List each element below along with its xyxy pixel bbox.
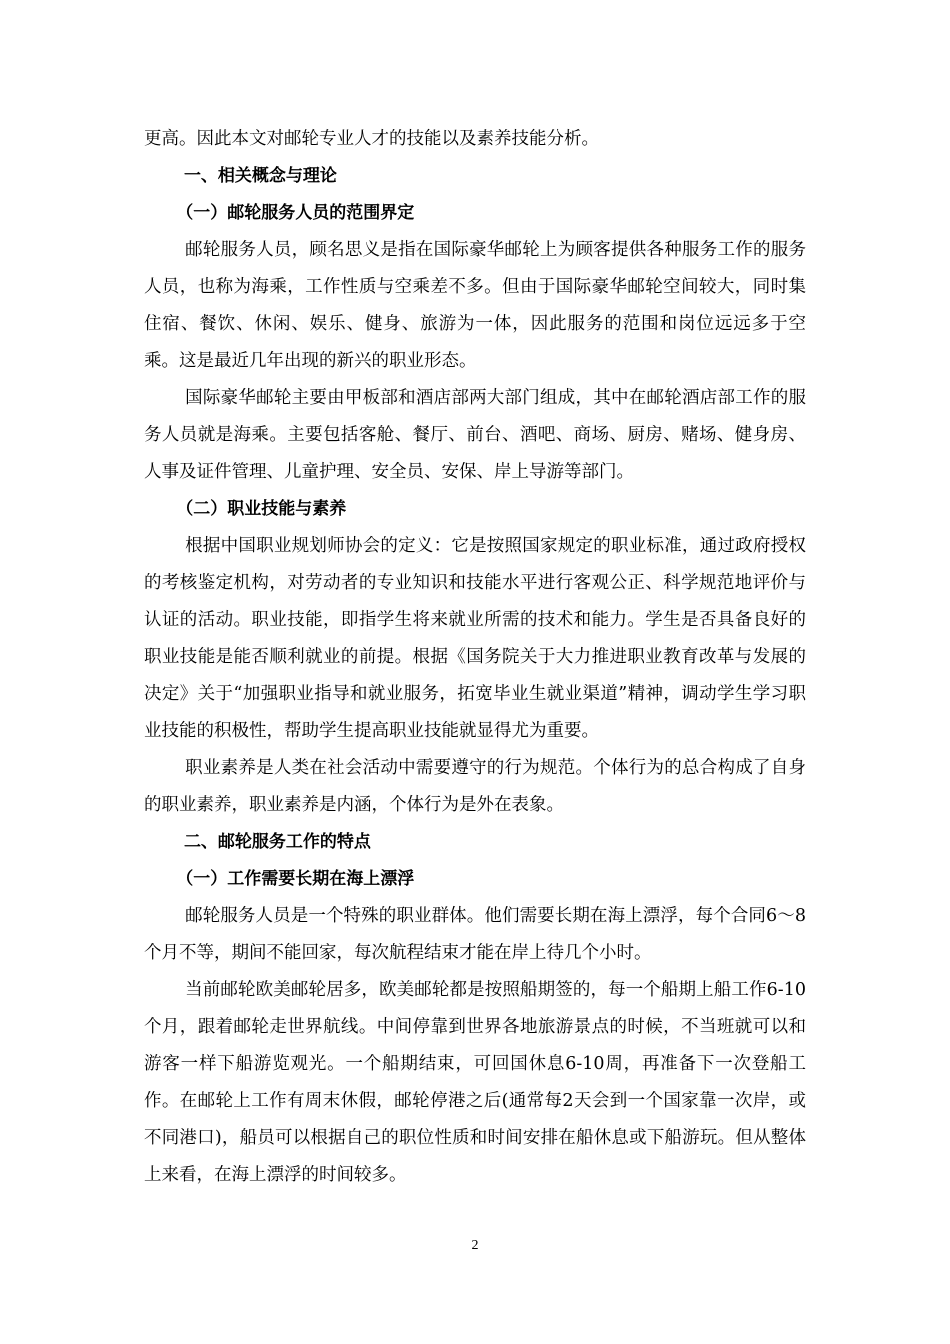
document-body <box>144 121 806 1194</box>
subsection-heading: （二）职业技能与素养 <box>176 499 347 519</box>
paragraph: 根据中国职业规划师协会的定义：它是按照国家规定的职业标准，通过政府授权的考核鉴定机构，对劳动者的专业知识和技能水平进行客观公正、科学规范地评价与认证的活动。职业技能，即指学生将来就业所需的技术和能力。学生是否具备良好的职业技能是能否顺利就业的前提。根据《国务院关于大力推进职业教育改革与发展的决定》关于“加强职业指导和就业服务，拓宽毕业生就业渠道”精神，调动学生学习职业技能的积极性，帮助学生提高职业技能就显得尤为重要。 <box>144 536 806 741</box>
subsection-heading: （一）工作需要长期在海上漂浮 <box>176 869 415 889</box>
paragraph: 邮轮服务人员是一个特殊的职业群体。他们需要长期在海上漂浮，每个合同6～8个月不等，期间不能回家，每次航程结束才能在岸上待几个小时。 <box>144 906 806 963</box>
page-number: 2 <box>471 1238 479 1253</box>
section-heading: 二、邮轮服务工作的特点 <box>183 832 371 852</box>
subsection-heading: （一）邮轮服务人员的范围界定 <box>176 203 415 223</box>
paragraph: 职业素养是人类在社会活动中需要遵守的行为规范。个体行为的总合构成了自身的职业素养，职业素养是内涵，个体行为是外在表象。 <box>144 758 806 815</box>
paragraph: 当前邮轮欧美邮轮居多，欧美邮轮都是按照船期签的，每一个船期上船工作6-10个月，跟着邮轮走世界航线。中间停靠到世界各地旅游景点的时候，不当班就可以和游客一样下船游览观光。一个船期结束，可回国休息6-10周，再准备下一次登船工作。在邮轮上工作有周末休假，邮轮停港之后(通常每2天会到一个国家靠一次岸，或不同港口)，船员可以根据自己的职位性质和时间安排在船休息或下船游玩。但从整体上来看，在海上漂浮的时间较多。 <box>144 980 806 1185</box>
paragraph: 更高。因此本文对邮轮专业人才的技能以及素养技能分析。 <box>144 129 599 149</box>
paragraph: 国际豪华邮轮主要由甲板部和酒店部两大部门组成，其中在邮轮酒店部工作的服务人员就是海乘。主要包括客舱、餐厅、前台、酒吧、商场、厨房、赌场、健身房、人事及证件管理、儿童护理、安全员、安保、岸上导游等部门。 <box>144 388 806 482</box>
section-heading: 一、相关概念与理论 <box>183 166 337 186</box>
paragraph: 邮轮服务人员，顾名思义是指在国际豪华邮轮上为顾客提供各种服务工作的服务人员，也称为海乘，工作性质与空乘差不多。但由于国际豪华邮轮空间较大，同时集住宿、餐饮、休闲、娱乐、健身、旅游为一体，因此服务的范围和岗位远远多于空乘。这是最近几年出现的新兴的职业形态。 <box>144 240 806 371</box>
